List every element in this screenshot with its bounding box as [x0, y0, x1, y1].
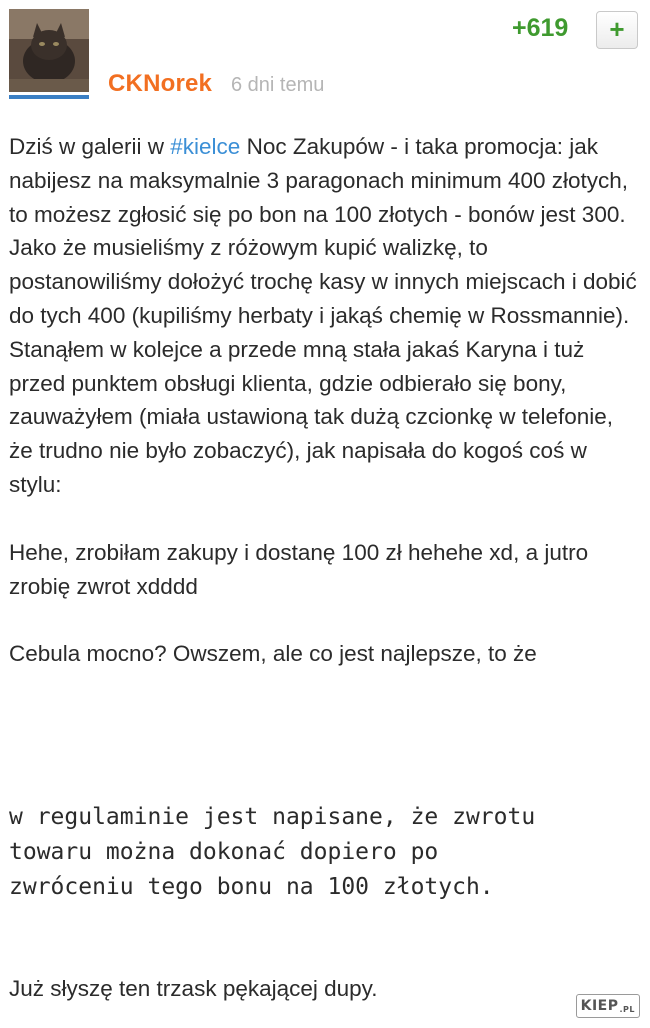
- paragraph-1-start: Dziś w galerii w: [9, 134, 171, 159]
- post-paragraph-2: Hehe, zrobiłam zakupy i dostanę 100 zł hehehe xd, a jutro zrobię zwrot xdddd: [9, 539, 589, 599]
- avatar-sex-bar: [9, 95, 89, 99]
- vote-count: +619: [512, 14, 569, 42]
- post-paragraph-3: Cebula mocno? Owszem, ale co jest najlepsze, to że: [9, 641, 537, 667]
- paragraph-gap: [9, 603, 639, 637]
- paragraph-gap: [9, 502, 639, 536]
- post-timestamp[interactable]: 6 dni temu: [231, 74, 325, 96]
- plus-icon: +: [609, 14, 625, 44]
- watermark-suffix: .PL: [619, 1005, 635, 1014]
- post-header: [0, 0, 650, 110]
- cat-photo-avatar-icon: [9, 9, 89, 92]
- user-avatar[interactable]: [9, 9, 89, 92]
- quoted-code-block: w regulaminie jest napisane, że zwrotu towaru można dokonać dopiero po zwróceniu tego bonu na 100 złotych.: [9, 804, 536, 900]
- watermark-main: KIEP: [580, 998, 619, 1014]
- tag-link-kielce[interactable]: #kielce: [170, 134, 241, 159]
- upvote-button[interactable]: [596, 11, 638, 49]
- post-final-line: Już słyszę ten trzask pękającej dupy.: [9, 976, 378, 1001]
- post-paragraph-1: [9, 130, 639, 502]
- paragraph-1-rest: Noc Zakupów - i taka promocja: jak nabijesz na maksymalnie 3 paragonach minimum 400 złotych, to możesz zgłosić się po bon na 100 złotych - bonów jest 300. Jako że musieliśmy z różowym kupić walizkę, to postanowiliśmy dołożyć trochę kasy w innych miejscach i dobić do tych 400 (kupiliśmy herbaty i jakąś chemię w Rossmannie). Stanąłem w kolejce a przede mną stała jakaś Karyna i tuż przed punktem obsługi klienta, gdzie odbierało się bony, zauważyłem (miała ustawioną tak dużą czcionkę w telefonie, że trudno nie było zobaczyć), jak napisała do kogoś coś w stylu:: [9, 134, 637, 497]
- kiep-watermark-logo: [576, 994, 640, 1018]
- post-body: [9, 130, 639, 671]
- author-username[interactable]: CKNorek: [108, 70, 213, 97]
